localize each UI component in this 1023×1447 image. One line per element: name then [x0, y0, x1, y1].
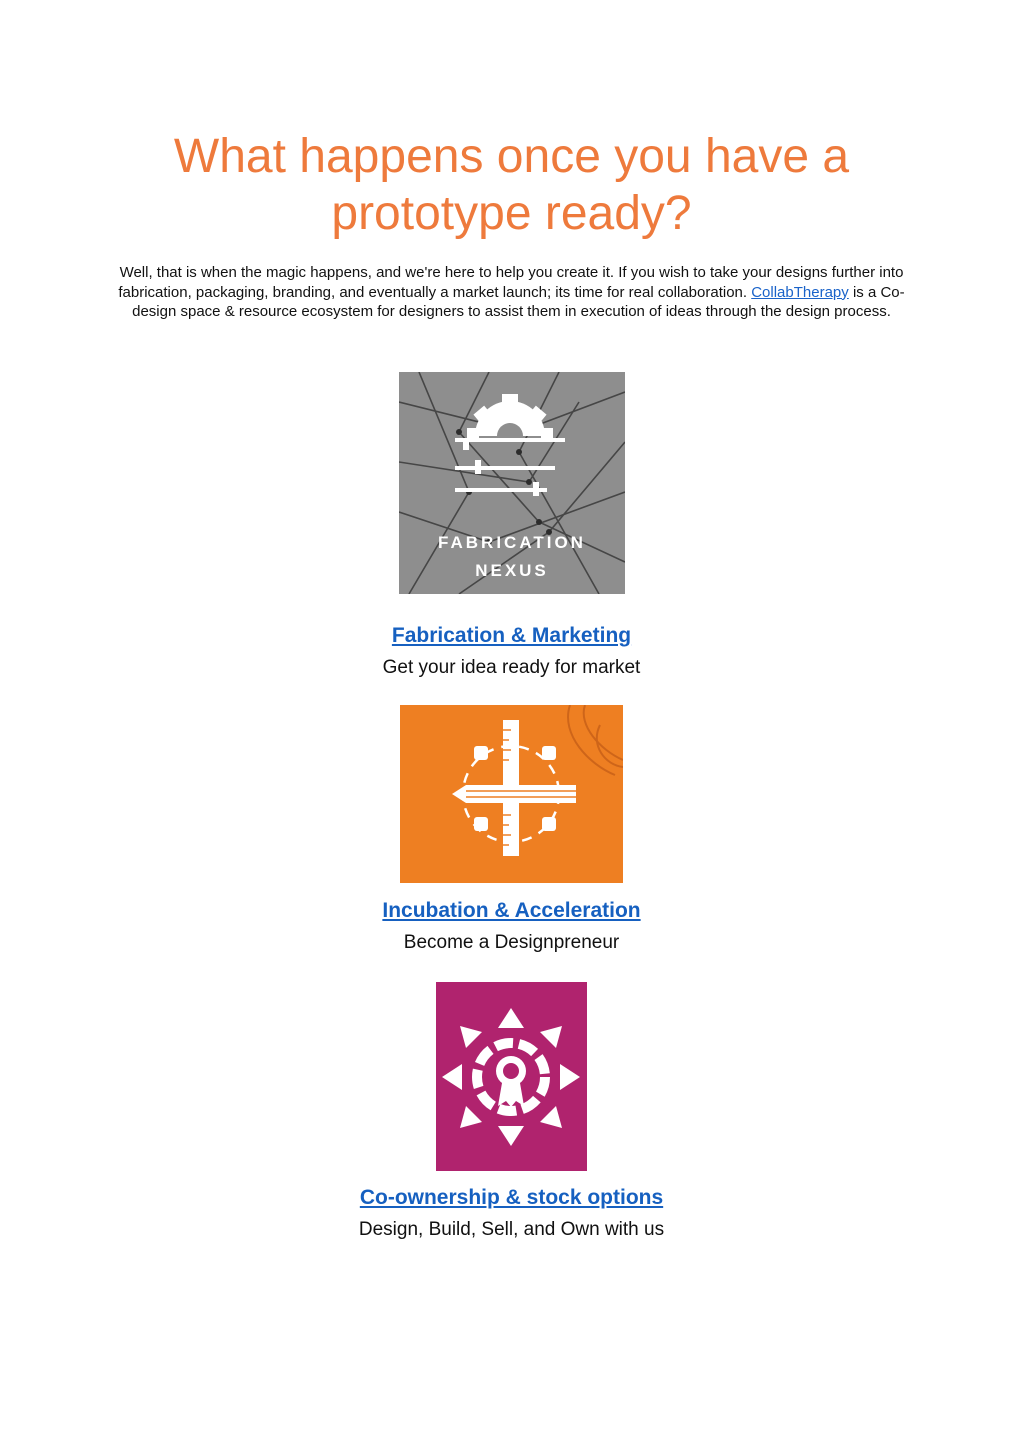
fabrication-nexus-image [399, 372, 625, 594]
title-line-2: prototype ready? [331, 187, 692, 240]
incubation-subtitle: Become a Designpreneur [403, 932, 620, 953]
co-ownership-subtitle: Design, Build, Sell, and Own with us [358, 1219, 665, 1240]
intro-text-end: is a Co-design space & resource ecosystem for designers to assist them in execution of ideas through the design process. [132, 283, 905, 320]
intro-text-start: Well, that is when the magic happens, and we're here to help you create it. If you wish to take your designs further into fabrication, packaging, branding, and eventually a market launch; its time for real collaboration. [118, 264, 904, 301]
logo-text-line-2: NEXUS [475, 561, 549, 580]
fabrication-marketing-link[interactable]: Fabrication & Marketing [391, 624, 632, 647]
logo-text-line-1: FABRICATION [438, 533, 586, 552]
collabtherapy-link[interactable]: CollabTherapy [751, 283, 849, 301]
page-title [0, 128, 1023, 242]
incubation-image [400, 705, 623, 883]
intro-paragraph [110, 263, 913, 322]
incubation-acceleration-link[interactable]: Incubation & Acceleration [382, 899, 641, 922]
co-ownership-image [436, 982, 587, 1171]
fabrication-subtitle: Get your idea ready for market [382, 657, 641, 678]
title-line-1: What happens once you have a [173, 130, 850, 183]
co-ownership-link[interactable]: Co-ownership & stock options [359, 1186, 664, 1209]
